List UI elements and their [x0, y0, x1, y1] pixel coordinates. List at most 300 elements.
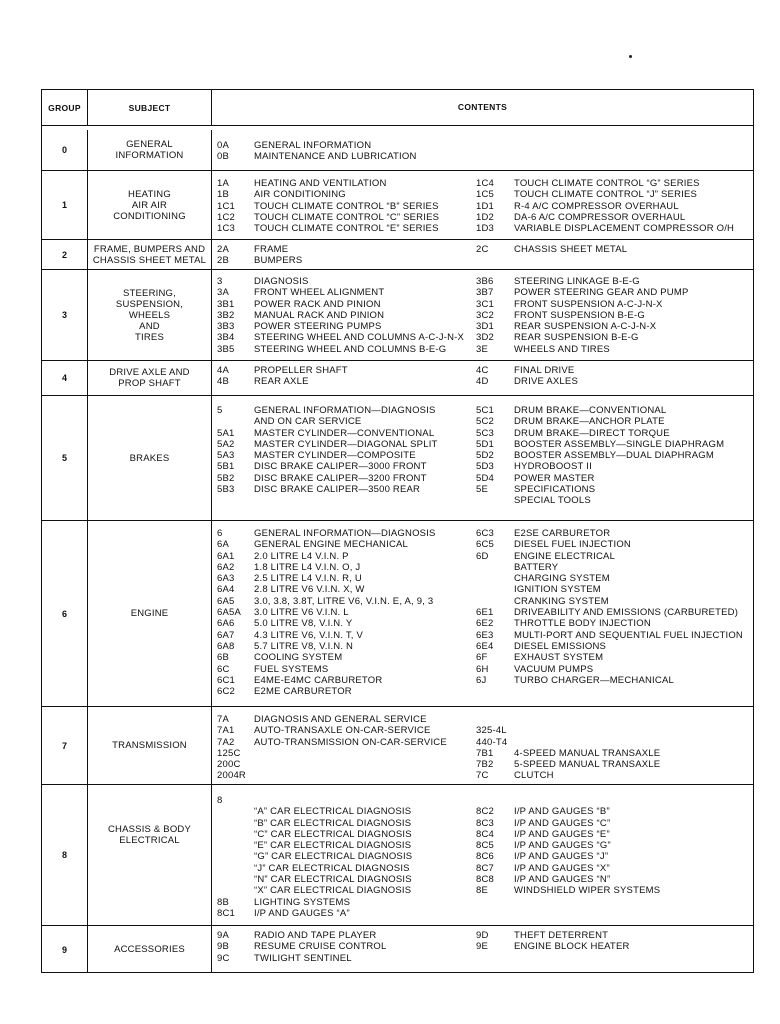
section-code: 8C1 [217, 907, 236, 919]
contents-entry [476, 189, 734, 200]
section-code: 3B2 [217, 309, 235, 321]
stray-mark [629, 55, 632, 58]
contents-entry [476, 461, 724, 472]
section-code: 5A1 [217, 427, 235, 439]
contents-entry [217, 652, 436, 663]
contents-entry [476, 276, 689, 287]
section-title: DISC BRAKE CALIPER—3500 REAR [254, 484, 421, 496]
section-code: 125C [217, 747, 241, 759]
contents-cell [212, 396, 753, 520]
contents-entry [217, 365, 348, 376]
left-entries [217, 244, 302, 267]
section-title: REAR SUSPENSION B-E-G [514, 332, 639, 344]
contents-entry [476, 759, 660, 770]
contents-entry [476, 551, 743, 562]
section-code: 6A4 [217, 584, 235, 596]
section-title: 5.0 LITRE V8, V.I.N. Y [254, 618, 353, 630]
section-code: 200C [217, 759, 241, 771]
section-title: I/P AND GAUGES “N” [514, 874, 611, 886]
subject-line: AND [139, 320, 160, 332]
section-code: 3 [217, 276, 223, 287]
section-title: E2SE CARBURETOR [514, 528, 611, 539]
section-code: 2C [476, 244, 489, 255]
section-title: FRONT SUSPENSION A-C-J-N-X [514, 298, 663, 310]
group-row [42, 170, 753, 239]
section-code: 5C2 [476, 416, 495, 428]
section-code: 6H [476, 663, 489, 675]
contents-entry [476, 714, 660, 725]
subject-text [130, 453, 170, 464]
contents-entry [476, 365, 578, 376]
contents-entry [217, 428, 438, 439]
left-entries [217, 795, 412, 919]
section-title: DRIVE AXLES [514, 376, 578, 388]
section-title: FRAME [254, 244, 289, 255]
section-code: 6A5A [217, 607, 242, 619]
contents-entry [476, 664, 743, 675]
section-title: 4.3 LITRE V6, V.I.N. T, V [254, 629, 364, 641]
subject-text [112, 740, 187, 751]
contents-entry [217, 439, 438, 450]
contents-entry [476, 562, 743, 573]
section-title: BUMPERS [254, 255, 303, 267]
section-code: 3B5 [217, 343, 235, 355]
section-code: 5B3 [217, 484, 235, 496]
contents-entry [217, 528, 436, 539]
contents-entry [476, 178, 734, 189]
section-code [217, 851, 254, 862]
contents-entry [476, 573, 743, 584]
contents-entry [217, 818, 412, 829]
section-title: REAR SUSPENSION A-C-J-N-X [514, 321, 657, 333]
contents-entry [476, 618, 743, 629]
section-title: VARIABLE DISPLACEMENT COMPRESSOR O/H [514, 223, 735, 235]
contents-table [41, 89, 754, 973]
subject-line: BRAKES [129, 452, 170, 464]
section-title: 5.7 LITRE V8, V.I.N. N [254, 640, 354, 652]
contents-entry [476, 930, 630, 941]
section-title: 2.5 LITRE L4 V.I.N. R, U [254, 573, 362, 585]
contents-entry [217, 573, 436, 584]
section-title: TWILIGHT SENTINEL [254, 952, 352, 964]
contents-entry [217, 332, 464, 343]
group-number: 2 [61, 249, 67, 260]
contents-entry [476, 244, 627, 255]
contents-entry [476, 405, 724, 416]
section-code: 3C1 [476, 298, 495, 310]
section-title: HYDROBOOST II [514, 461, 592, 473]
section-code: 0B [217, 151, 230, 163]
section-code: 6A7 [217, 629, 235, 641]
subject-line: SUSPENSION, [115, 298, 184, 310]
section-code [476, 562, 514, 573]
section-code: 2004R [217, 770, 246, 782]
contents-entry [476, 596, 743, 607]
section-code: 6A [217, 539, 230, 551]
group-row [42, 395, 753, 520]
group-row [42, 925, 753, 973]
contents-entry [217, 461, 438, 472]
contents-entry [476, 851, 660, 862]
section-title: GENERAL INFORMATION—DIAGNOSIS [254, 528, 436, 539]
contents-entry [476, 607, 743, 618]
contents-entry [476, 450, 724, 461]
contents-entry [217, 212, 439, 223]
left-entries [217, 528, 436, 697]
group-number: 4 [61, 373, 67, 383]
contents-entry [217, 255, 302, 266]
right-entries [476, 244, 627, 255]
section-title: BOOSTER ASSEMBLY—DUAL DIAPHRAGM [514, 450, 714, 462]
section-title: DISC BRAKE CALIPER—3000 FRONT [254, 461, 427, 473]
section-title: IGNITION SYSTEM [514, 584, 601, 596]
group-row [42, 360, 753, 395]
section-title: I/P AND GAUGES “G” [514, 840, 611, 852]
subject-text [131, 608, 169, 619]
section-title: DISC BRAKE CALIPER—3200 FRONT [254, 472, 427, 484]
section-title: ENGINE ELECTRICAL [514, 550, 616, 562]
contents-entry [476, 584, 743, 595]
contents-entry [217, 953, 386, 964]
section-title: I/P AND GAUGES “B” [514, 806, 610, 818]
contents-entry [476, 495, 724, 506]
group-row [42, 520, 753, 706]
contents-entry [217, 584, 436, 595]
section-title: 3.0, 3.8, 3.8T, LITRE V6, V.I.N. E, A, 9, 3 [254, 595, 434, 607]
contents-entry [217, 748, 447, 759]
section-code: 1D1 [476, 200, 495, 212]
section-code: 6F [476, 652, 488, 664]
section-code: 325-4L [476, 725, 507, 737]
section-title: DRUM BRAKE—CONVENTIONAL [514, 405, 667, 416]
subject-line: PROP SHAFT [118, 378, 181, 389]
contents-entry [217, 201, 439, 212]
section-title: TOUCH CLIMATE CONTROL “E” SERIES [254, 223, 439, 235]
contents-cell [212, 521, 753, 706]
section-title: BATTERY [514, 561, 559, 573]
subject-line: ACCESSORIES [114, 944, 185, 955]
section-title: TOUCH CLIMATE CONTROL “B” SERIES [254, 200, 439, 212]
section-code [217, 806, 254, 817]
section-code: 5B1 [217, 461, 235, 473]
section-code: 7A2 [217, 736, 235, 748]
group-number: 8 [61, 850, 67, 860]
right-entries [476, 276, 689, 355]
section-title: 4-SPEED MANUAL TRANSAXLE [514, 747, 661, 759]
section-code: 5B2 [217, 472, 235, 484]
contents-cell [212, 270, 753, 360]
contents-entry [217, 737, 447, 748]
section-code: 1C4 [476, 178, 495, 189]
section-code [476, 596, 514, 607]
contents-entry [217, 840, 412, 851]
contents-entry [217, 930, 386, 941]
section-title: TOUCH CLIMATE CONTROL “J” SERIES [514, 189, 698, 201]
contents-entry [217, 664, 436, 675]
contents-entry [217, 714, 447, 725]
section-title: R-4 A/C COMPRESSOR OVERHAUL [514, 200, 679, 212]
section-code: 5D2 [476, 450, 495, 462]
contents-entry [217, 416, 438, 427]
group-number: 3 [61, 310, 67, 320]
contents-entry [476, 287, 689, 298]
section-code: 3B3 [217, 321, 235, 333]
contents-entry [217, 178, 439, 189]
subject-cell [88, 707, 212, 784]
contents-entry [217, 450, 438, 461]
contents-entry [217, 484, 438, 495]
contents-entry [217, 863, 412, 874]
section-title: REAR AXLE [254, 376, 309, 388]
section-title: AUTO-TRANSAXLE ON-CAR-SERVICE [254, 725, 431, 737]
contents-entry [217, 725, 447, 736]
section-title: TOUCH CLIMATE CONTROL “C” SERIES [254, 211, 440, 223]
left-entries [217, 276, 464, 355]
subject-line: GENERAL [126, 139, 173, 150]
contents-entry [476, 344, 689, 355]
section-code: 3C2 [476, 309, 495, 321]
left-entries [217, 365, 348, 388]
section-title: I/P AND GAUGES “E” [514, 828, 610, 840]
group-cell [42, 521, 88, 706]
section-code [217, 885, 254, 896]
contents-entry [217, 189, 439, 200]
section-title: E2ME CARBURETOR [254, 686, 352, 698]
section-title: MASTER CYLINDER—DIAGONAL SPLIT [254, 438, 438, 450]
header-group: GROUP [42, 90, 88, 125]
contents-entry [476, 806, 660, 817]
section-title: POWER MASTER [514, 472, 595, 484]
contents-entry [217, 897, 412, 908]
section-code: 9C [217, 952, 230, 964]
subject-cell [88, 130, 212, 170]
section-code: 8C6 [476, 851, 495, 863]
section-code: 4A [217, 365, 230, 376]
contents-entry [217, 641, 436, 652]
section-code: 7B2 [476, 759, 494, 771]
section-code: 8C8 [476, 874, 495, 886]
subject-line: AIR AIR [131, 199, 168, 211]
section-title: DRUM BRAKE—DIRECT TORQUE [514, 427, 670, 439]
section-code: 8C7 [476, 862, 495, 874]
contents-cell [212, 361, 753, 395]
contents-entry [217, 140, 417, 151]
section-code: 6C3 [476, 528, 495, 539]
subject-line: CHASSIS SHEET METAL [92, 254, 207, 266]
section-code: 5C1 [476, 405, 495, 416]
right-entries [476, 714, 660, 782]
section-code: 4D [476, 376, 489, 388]
subject-line: ENGINE [130, 608, 169, 619]
section-title: STEERING LINKAGE B-E-G [514, 276, 640, 287]
section-code [217, 840, 254, 851]
contents-entry [217, 539, 436, 550]
section-title: TOUCH CLIMATE CONTROL “G” SERIES [514, 178, 700, 189]
section-code: 7A1 [217, 725, 235, 737]
left-entries [217, 140, 417, 163]
section-title: “G” CAR ELECTRICAL DIAGNOSIS [254, 851, 413, 863]
section-code: 440-T4 [476, 736, 508, 748]
left-entries [217, 178, 439, 234]
section-code: 6D [476, 550, 489, 562]
section-code: 5 [217, 405, 223, 416]
section-title: STEERING WHEEL AND COLUMNS A-C-J-N-X [254, 332, 465, 344]
section-title: BOOSTER ASSEMBLY—SINGLE DIAPHRAGM [514, 438, 725, 450]
group-number: 6 [61, 608, 67, 619]
section-title: 1.8 LITRE L4 V.I.N. O, J [254, 561, 361, 573]
contents-entry [476, 428, 724, 439]
section-code: 7C [476, 770, 489, 782]
section-code: 8C5 [476, 840, 495, 852]
left-entries [217, 930, 386, 964]
subject-cell [88, 361, 212, 395]
contents-entry [476, 770, 660, 781]
subject-cell [88, 270, 212, 360]
section-code: 6A5 [217, 595, 235, 607]
contents-entry [217, 675, 436, 686]
section-title: WINDSHIELD WIPER SYSTEMS [514, 885, 661, 897]
header-contents: CONTENTS [457, 102, 508, 112]
contents-entry [217, 562, 436, 573]
section-code: 3B4 [217, 332, 235, 344]
section-title: POWER RACK AND PINION [254, 298, 381, 310]
group-row [42, 706, 753, 784]
section-title: “X” CAR ELECTRICAL DIAGNOSIS [254, 885, 412, 897]
section-title: “N” CAR ELECTRICAL DIAGNOSIS [254, 874, 412, 886]
contents-entry [217, 759, 447, 770]
section-code: 3B7 [476, 287, 494, 299]
section-title: FINAL DRIVE [514, 365, 575, 376]
subject-line: INFORMATION [115, 150, 184, 161]
contents-entry [217, 276, 464, 287]
section-code: 2A [217, 244, 230, 255]
section-title: 3.0 LITRE V6 V.I.N. L [254, 607, 349, 619]
section-code: 6J [476, 674, 487, 686]
section-code: 1C2 [217, 211, 236, 223]
contents-entry [217, 310, 464, 321]
section-title: STEERING WHEEL AND COLUMNS B-E-G [254, 343, 447, 355]
contents-entry [476, 818, 660, 829]
section-title: SPECIFICATIONS [514, 484, 596, 496]
contents-entry [217, 299, 464, 310]
contents-entry [217, 618, 436, 629]
section-code: 1B [217, 189, 230, 201]
subject-cell [88, 521, 212, 706]
header-subject: SUBJECT [88, 90, 212, 125]
section-code: 6 [217, 528, 223, 539]
section-title: MAINTENANCE AND LUBRICATION [254, 151, 417, 163]
section-title: CLUTCH [514, 770, 554, 782]
section-title: HEATING AND VENTILATION [254, 178, 387, 189]
contents-entry [476, 528, 743, 539]
contents-entry [476, 885, 660, 896]
contents-entry [476, 840, 660, 851]
section-title: PROPELLER SHAFT [254, 365, 348, 376]
subject-line: FRAME, BUMPERS AND [93, 243, 206, 255]
section-code: 3D2 [476, 332, 495, 344]
subject-line: DRIVE AXLE AND [109, 367, 190, 378]
section-code: 2B [217, 255, 230, 267]
contents-entry [476, 212, 734, 223]
section-code: 8C3 [476, 817, 495, 829]
left-entries [217, 714, 447, 782]
subject-line: TRANSMISSION [112, 740, 187, 751]
section-code: 3B6 [476, 276, 494, 287]
contents-entry [217, 223, 439, 234]
subject-text [113, 189, 186, 222]
section-code: 9E [476, 941, 489, 953]
section-title: DRUM BRAKE—ANCHOR PLATE [514, 416, 665, 428]
group-number: 5 [61, 453, 67, 463]
section-title: GENERAL ENGINE MECHANICAL [254, 539, 409, 551]
section-title: TURBO CHARGER—MECHANICAL [514, 674, 674, 686]
section-title: DRIVEABILITY AND EMISSIONS (CARBURETED) [514, 607, 739, 619]
contents-entry [217, 287, 464, 298]
section-code: 6C5 [476, 539, 495, 551]
group-cell [42, 171, 88, 239]
section-title: E4ME-E4MC CARBURETOR [254, 674, 383, 686]
group-cell [42, 785, 88, 925]
section-code: 3D1 [476, 321, 495, 333]
section-code [476, 573, 514, 584]
subject-cell [88, 785, 212, 925]
section-title: DIAGNOSIS [254, 276, 309, 287]
section-code: 1D3 [476, 223, 495, 235]
section-title: 2.8 LITRE V6 V.I.N. X, W [254, 584, 365, 596]
contents-entry [217, 686, 436, 697]
contents-cell [212, 785, 753, 925]
section-code: 6C2 [217, 686, 236, 698]
section-title: 5-SPEED MANUAL TRANSAXLE [514, 759, 661, 771]
subject-line: HEATING [128, 188, 171, 200]
section-code [217, 818, 254, 829]
section-title: “J” CAR ELECTRICAL DIAGNOSIS [254, 862, 410, 874]
contents-entry [476, 473, 724, 484]
right-entries [476, 365, 578, 388]
contents-entry [217, 908, 412, 919]
section-code [217, 863, 254, 874]
contents-entry [476, 737, 660, 748]
group-cell [42, 926, 88, 973]
contents-entry [217, 607, 436, 618]
section-code: 1C1 [217, 200, 236, 212]
contents-entry [217, 885, 412, 896]
subject-line: TIRES [135, 331, 164, 343]
section-code: 5D4 [476, 472, 495, 484]
section-code: 5D3 [476, 461, 495, 473]
section-title: I/P AND GAUGES “X” [514, 862, 610, 874]
section-code: 1C5 [476, 189, 495, 201]
section-code: 1A [217, 178, 230, 189]
section-title: VACUUM PUMPS [514, 663, 594, 675]
section-code [217, 829, 254, 840]
section-title: ENGINE BLOCK HEATER [514, 941, 630, 953]
table-header [42, 90, 753, 126]
section-title: FRONT WHEEL ALIGNMENT [254, 287, 385, 299]
contents-entry [217, 630, 436, 641]
section-code: 5C3 [476, 427, 495, 439]
section-title: I/P AND GAUGES “J” [514, 851, 609, 863]
subject-cell [88, 171, 212, 239]
section-code: 7A [217, 714, 230, 725]
contents-entry [476, 332, 689, 343]
section-title: “A” CAR ELECTRICAL DIAGNOSIS [254, 806, 412, 818]
section-title: EXHAUST SYSTEM [514, 652, 604, 664]
group-number: 7 [61, 740, 67, 751]
subject-cell [88, 240, 212, 269]
section-code [217, 416, 254, 427]
section-code: 3B1 [217, 298, 235, 310]
